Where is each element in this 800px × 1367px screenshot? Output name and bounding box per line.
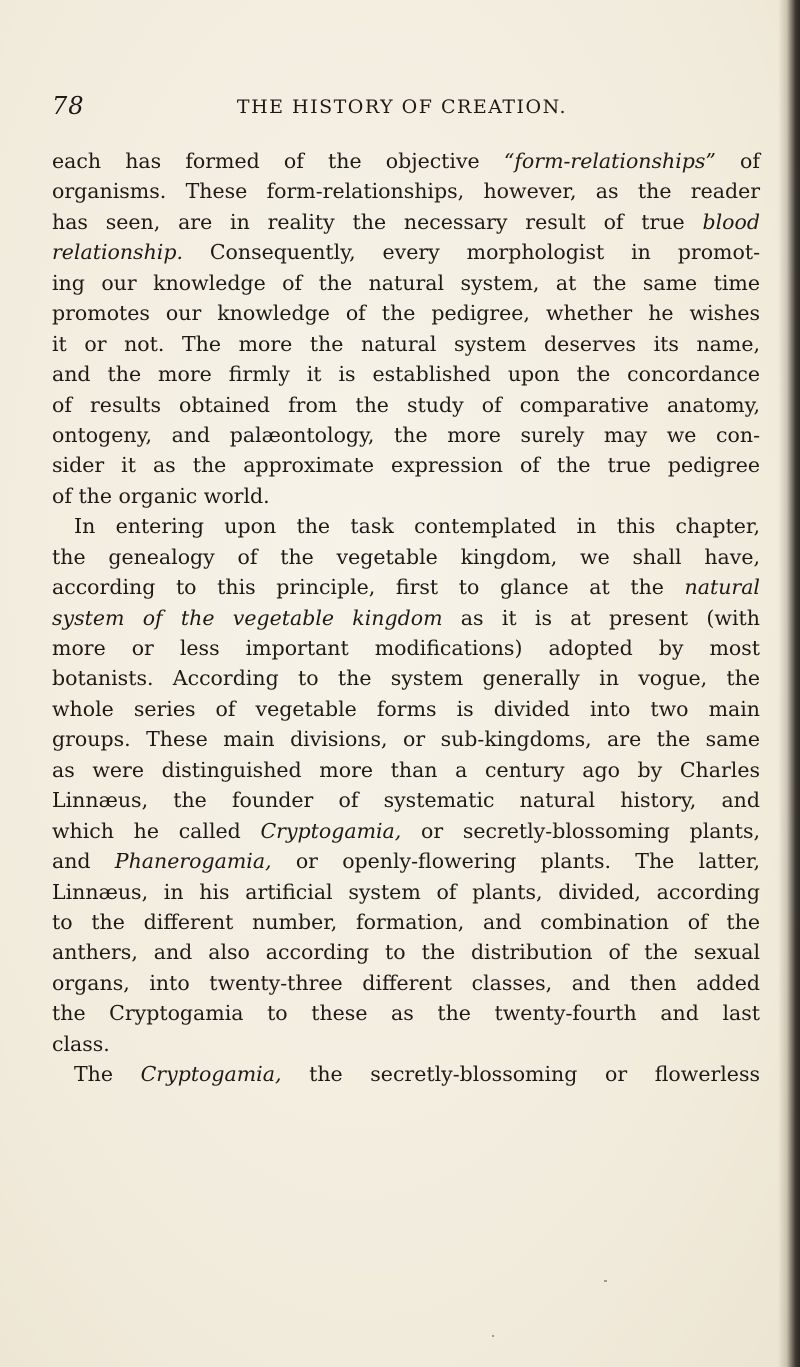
- italic-text: system of the vegetable kingdom: [52, 605, 443, 630]
- text-run: class.: [52, 1031, 110, 1056]
- text-line: [52, 724, 760, 754]
- italic-text: relationship.: [52, 240, 183, 265]
- text-line: [52, 359, 760, 389]
- text-line: [52, 816, 760, 846]
- text-run: groups. These main divisions, or sub-kingdoms, are the same: [52, 727, 760, 752]
- text-line: [52, 207, 760, 237]
- running-title: THE HISTORY OF CREATION.: [236, 96, 568, 118]
- text-run: as it is at present (with: [442, 605, 760, 630]
- text-run: the Cryptogamia to these as the twenty-fourth and last: [52, 1001, 760, 1026]
- text-line: [52, 663, 760, 693]
- text-line: [52, 785, 760, 815]
- italic-text: Phanerogamia,: [114, 849, 272, 874]
- text-run: of: [715, 149, 760, 173]
- text-line: [52, 907, 760, 937]
- text-line: [52, 268, 760, 298]
- paper-speck: [492, 1335, 494, 1337]
- body-text: [52, 146, 760, 1090]
- text-run: which he called: [52, 818, 261, 843]
- paragraph: [52, 146, 760, 511]
- text-run: Consequently, every morphologist in promot-: [182, 240, 760, 265]
- text-run: The: [74, 1062, 141, 1087]
- text-line: [52, 694, 760, 724]
- page-edge-shadow: [778, 0, 800, 1367]
- text-run: promotes our knowledge of the pedigree, whether he wishes: [52, 301, 760, 326]
- text-line: [52, 146, 760, 176]
- paragraph: [52, 1059, 760, 1089]
- text-line: [52, 603, 760, 633]
- text-run: or secretly-blossoming plants,: [401, 818, 760, 843]
- text-run: sider it as the approximate expression of the true pedigree: [52, 453, 760, 478]
- text-run: organisms. These form-relationships, however, as the reader: [52, 179, 760, 204]
- text-line: [52, 998, 760, 1028]
- text-line: [52, 1029, 760, 1059]
- italic-text: natural: [684, 575, 760, 600]
- text-run: and: [52, 849, 115, 874]
- text-line: [52, 1059, 760, 1089]
- italic-text: “form-relationships”: [503, 149, 716, 173]
- italic-text: Cryptogamia,: [140, 1062, 282, 1087]
- text-run: more or less important modifications) adopted by most: [52, 636, 760, 660]
- text-line: [52, 572, 760, 602]
- text-line: [52, 481, 760, 511]
- text-run: botanists. According to the system generally in vogue, the: [52, 666, 760, 691]
- text-run: of results obtained from the study of comparative anatomy,: [52, 392, 760, 417]
- text-run: organs, into twenty-three different classes, and then added: [52, 970, 760, 995]
- italic-text: Cryptogamia,: [260, 818, 402, 843]
- page-number: 78: [52, 92, 85, 120]
- text-line: [52, 633, 760, 663]
- text-line: [52, 420, 760, 450]
- text-line: [52, 542, 760, 572]
- text-run: each has formed of the objective: [52, 149, 504, 173]
- text-line: [52, 390, 760, 420]
- text-run: whole series of vegetable forms is divided into two main: [52, 696, 760, 721]
- text-run: has seen, are in reality the necessary result of true: [52, 209, 703, 234]
- text-line: [52, 450, 760, 480]
- text-line: [52, 298, 760, 328]
- text-run: In entering upon the task contemplated in this chapter,: [74, 514, 760, 539]
- paragraph: [52, 511, 760, 1059]
- text-run: anthers, and also according to the distribution of the sexual: [52, 940, 760, 965]
- text-line: [52, 755, 760, 785]
- text-line: [52, 937, 760, 967]
- text-line: [52, 176, 760, 206]
- paper-speck: [604, 1280, 607, 1282]
- text-run: Linnæus, the founder of systematic natural history, and: [52, 788, 760, 813]
- text-line: [52, 237, 760, 267]
- text-run: the genealogy of the vegetable kingdom, we shall have,: [52, 544, 760, 569]
- text-run: to the different number, formation, and combination of the: [52, 909, 760, 934]
- text-run: of the organic world.: [52, 483, 270, 508]
- italic-text: blood: [702, 209, 760, 234]
- text-line: [52, 877, 760, 907]
- text-run: Linnæus, in his artificial system of plants, divided, according: [52, 879, 760, 904]
- text-line: [52, 968, 760, 998]
- text-run: according to this principle, first to glance at the: [52, 575, 685, 600]
- text-line: [52, 846, 760, 876]
- text-run: as were distinguished more than a century ago by Charles: [52, 757, 760, 782]
- text-line: [52, 511, 760, 541]
- text-run: the secretly-blossoming or flowerless: [281, 1062, 760, 1087]
- text-run: it or not. The more the natural system deserves its name,: [52, 331, 760, 356]
- text-run: or openly-flowering plants. The latter,: [271, 849, 760, 874]
- page-header: [52, 92, 752, 122]
- text-line: [52, 329, 760, 359]
- text-run: ontogeny, and palæontology, the more surely may we con-: [52, 422, 760, 447]
- text-run: ing our knowledge of the natural system, at the same time: [52, 270, 760, 295]
- text-run: and the more firmly it is established upon the concordance: [52, 362, 760, 387]
